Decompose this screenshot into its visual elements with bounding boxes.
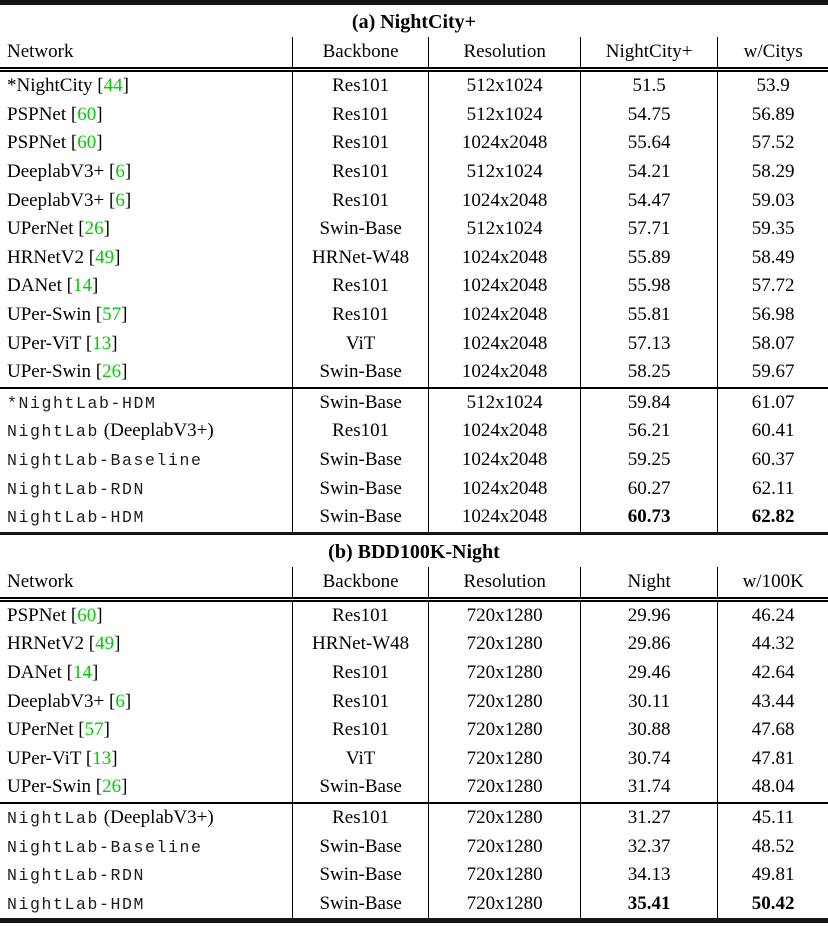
network-name: DeeplabV3+ [ [7, 161, 116, 183]
resolution-cell: 720x1280 [429, 803, 581, 833]
network-cell [0, 889, 292, 918]
score-cell: 51.5 [580, 70, 717, 101]
score-cell: 54.75 [580, 101, 717, 130]
table-a-header-row [0, 37, 828, 70]
citation-bracket: ] [121, 361, 128, 383]
network-cell [0, 744, 292, 773]
score-cell: 57.52 [718, 129, 828, 158]
score-cell: 53.9 [718, 70, 828, 101]
score-cell: 56.98 [718, 301, 828, 330]
citation-link[interactable]: 26 [84, 218, 104, 240]
network-name: PSPNet [ [7, 604, 78, 626]
backbone-cell: ViT [292, 744, 429, 773]
network-name-mono: *NightLab-HDM [7, 393, 157, 413]
score-cell: 62.82 [718, 503, 828, 532]
backbone-cell: Swin-Base [292, 889, 429, 918]
backbone-cell: Swin-Base [292, 773, 429, 803]
column-header-w-citys: w/Citys [718, 37, 828, 70]
score-cell: 44.32 [718, 630, 828, 659]
table-row [0, 599, 828, 630]
citation-bracket: ] [103, 719, 110, 741]
table-row [0, 158, 828, 187]
backbone-cell: Res101 [292, 70, 429, 101]
resolution-cell: 1024x2048 [429, 417, 581, 446]
citation-link[interactable]: 6 [115, 690, 125, 712]
table-a [0, 37, 828, 532]
backbone-cell: Res101 [292, 803, 429, 833]
network-cell [0, 70, 292, 101]
network-cell [0, 687, 292, 716]
citation-bracket: ] [91, 661, 99, 683]
table-b-nightlab-group [0, 803, 828, 918]
resolution-cell: 1024x2048 [429, 358, 581, 388]
network-name-mono: NightLab-RDN [7, 479, 146, 499]
network-name-suffix: (DeeplabV3+) [99, 806, 214, 828]
network-name: PSPNet [ [7, 132, 78, 154]
resolution-cell: 720x1280 [429, 630, 581, 659]
network-name: DeeplabV3+ [ [7, 690, 116, 712]
network-name-mono: NightLab-RDN [7, 866, 146, 886]
network-cell [0, 861, 292, 890]
table-row [0, 358, 828, 388]
network-name: PSPNet [ [7, 103, 78, 125]
resolution-cell: 720x1280 [429, 716, 581, 745]
score-cell: 55.81 [580, 301, 717, 330]
network-name-suffix: (DeeplabV3+) [99, 420, 214, 442]
score-cell: 42.64 [718, 659, 828, 688]
table-a-title: (a) NightCity+ [351, 11, 477, 33]
citation-bracket: ] [96, 103, 103, 125]
score-cell: 58.49 [718, 244, 828, 273]
column-header-resolution: Resolution [429, 567, 581, 600]
score-cell: 48.04 [718, 773, 828, 803]
score-cell: 54.47 [580, 186, 717, 215]
score-cell: 29.46 [580, 659, 717, 688]
column-header-resolution: Resolution [429, 37, 581, 70]
backbone-cell: ViT [292, 329, 429, 358]
backbone-cell: Res101 [292, 186, 429, 215]
resolution-cell: 1024x2048 [429, 474, 581, 503]
score-cell: 59.25 [580, 446, 717, 475]
score-cell: 30.11 [580, 687, 717, 716]
backbone-cell: Res101 [292, 716, 429, 745]
table-row [0, 861, 828, 890]
table-row [0, 744, 828, 773]
score-cell: 59.35 [718, 215, 828, 244]
table-row [0, 417, 828, 446]
score-cell: 57.13 [580, 329, 717, 358]
backbone-cell: HRNet-W48 [292, 244, 429, 273]
resolution-cell: 1024x2048 [429, 446, 581, 475]
backbone-cell: Res101 [292, 272, 429, 301]
column-header-backbone: Backbone [292, 567, 429, 600]
score-cell: 48.52 [718, 832, 828, 861]
citation-link[interactable]: 6 [115, 161, 125, 183]
score-cell: 35.41 [580, 889, 717, 918]
bottom-rule [0, 918, 828, 923]
citation-link[interactable]: 57 [102, 304, 122, 326]
backbone-cell: Swin-Base [292, 861, 429, 890]
score-cell: 59.03 [718, 186, 828, 215]
backbone-cell: Swin-Base [292, 503, 429, 532]
network-name-mono: NightLab-HDM [7, 894, 146, 914]
score-cell: 47.81 [718, 744, 828, 773]
network-cell [0, 129, 292, 158]
citation-bracket: ] [114, 246, 121, 268]
backbone-cell: Swin-Base [292, 215, 429, 244]
citation-bracket: ] [124, 690, 132, 712]
citation-bracket: ] [91, 275, 99, 297]
table-row [0, 215, 828, 244]
citation-link[interactable]: 60 [77, 604, 97, 626]
citation-link[interactable]: 13 [92, 747, 112, 769]
resolution-cell: 720x1280 [429, 861, 581, 890]
resolution-cell: 720x1280 [429, 687, 581, 716]
backbone-cell: Res101 [292, 687, 429, 716]
network-cell [0, 659, 292, 688]
table-row [0, 630, 828, 659]
score-cell: 30.88 [580, 716, 717, 745]
column-header-network: Network [0, 37, 292, 70]
score-cell: 59.84 [580, 388, 717, 418]
column-header-backbone: Backbone [292, 37, 429, 70]
score-cell: 31.74 [580, 773, 717, 803]
citation-bracket: ] [96, 604, 103, 626]
table-row [0, 773, 828, 803]
table-b-baselines-group [0, 599, 828, 803]
network-cell [0, 329, 292, 358]
citation-link[interactable]: 57 [84, 719, 104, 741]
citation-link[interactable]: 14 [72, 661, 92, 683]
network-cell [0, 215, 292, 244]
resolution-cell: 1024x2048 [429, 301, 581, 330]
score-cell: 46.24 [718, 599, 828, 630]
score-cell: 29.96 [580, 599, 717, 630]
score-cell: 59.67 [718, 358, 828, 388]
table-row [0, 101, 828, 130]
citation-link[interactable]: 26 [102, 776, 122, 798]
resolution-cell: 1024x2048 [429, 244, 581, 273]
resolution-cell: 720x1280 [429, 744, 581, 773]
table-b-section [0, 535, 828, 919]
resolution-cell: 1024x2048 [429, 272, 581, 301]
backbone-cell: Res101 [292, 301, 429, 330]
network-name: DANet [ [7, 275, 73, 297]
backbone-cell: Swin-Base [292, 446, 429, 475]
network-name: UPer-ViT [ [7, 747, 93, 769]
network-cell [0, 301, 292, 330]
citation-bracket: ] [96, 132, 103, 154]
table-row [0, 301, 828, 330]
backbone-cell: Res101 [292, 417, 429, 446]
network-cell [0, 186, 292, 215]
citation-bracket: ] [124, 161, 132, 183]
backbone-cell: Res101 [292, 129, 429, 158]
score-cell: 56.89 [718, 101, 828, 130]
resolution-cell: 512x1024 [429, 388, 581, 418]
table-row [0, 832, 828, 861]
column-header-nightcity-: NightCity+ [580, 37, 717, 70]
network-name: HRNetV2 [ [7, 633, 96, 655]
network-cell [0, 630, 292, 659]
resolution-cell: 720x1280 [429, 889, 581, 918]
score-cell: 58.25 [580, 358, 717, 388]
network-name-mono: NightLab-Baseline [7, 837, 203, 857]
citation-link[interactable]: 14 [72, 275, 92, 297]
table-a-section [0, 5, 828, 532]
citation-bracket: ] [111, 332, 118, 354]
table-b [0, 567, 828, 919]
table-a-nightlab-group [0, 388, 828, 532]
network-name: UPer-Swin [ [7, 776, 103, 798]
table-row [0, 186, 828, 215]
network-cell [0, 599, 292, 630]
table-b-header-row [0, 567, 828, 600]
network-cell [0, 358, 292, 388]
score-cell: 60.73 [580, 503, 717, 532]
backbone-cell: Swin-Base [292, 388, 429, 418]
score-cell: 50.42 [718, 889, 828, 918]
network-name-mono: NightLab-Baseline [7, 451, 203, 471]
backbone-cell: Res101 [292, 101, 429, 130]
score-cell: 47.68 [718, 716, 828, 745]
score-cell: 57.72 [718, 272, 828, 301]
table-row [0, 889, 828, 918]
score-cell: 55.98 [580, 272, 717, 301]
network-name: DANet [ [7, 661, 73, 683]
network-cell [0, 716, 292, 745]
score-cell: 32.37 [580, 832, 717, 861]
table-row [0, 329, 828, 358]
network-cell [0, 158, 292, 187]
table-row [0, 388, 828, 418]
table-b-title: (b) BDD100K-Night [328, 540, 500, 563]
network-name: *NightCity [ [7, 75, 104, 97]
table-row [0, 716, 828, 745]
network-name: UPerNet [ [7, 719, 85, 741]
score-cell: 60.41 [718, 417, 828, 446]
column-header-network: Network [0, 567, 292, 600]
backbone-cell: HRNet-W48 [292, 630, 429, 659]
citation-bracket: ] [124, 189, 132, 211]
resolution-cell: 720x1280 [429, 659, 581, 688]
citation-link[interactable]: 49 [95, 246, 115, 268]
network-name: HRNetV2 [ [7, 246, 96, 268]
citation-bracket: ] [121, 776, 128, 798]
score-cell: 54.21 [580, 158, 717, 187]
score-cell: 57.71 [580, 215, 717, 244]
resolution-cell: 512x1024 [429, 215, 581, 244]
score-cell: 62.11 [718, 474, 828, 503]
resolution-cell: 720x1280 [429, 599, 581, 630]
score-cell: 34.13 [580, 861, 717, 890]
score-cell: 31.27 [580, 803, 717, 833]
network-cell [0, 803, 292, 833]
network-name-mono: NightLab-HDM [7, 508, 146, 528]
network-name: UPerNet [ [7, 218, 85, 240]
network-cell [0, 832, 292, 861]
score-cell: 43.44 [718, 687, 828, 716]
citation-bracket: ] [122, 75, 129, 97]
network-name: UPer-Swin [ [7, 304, 103, 326]
table-row [0, 503, 828, 532]
citation-bracket: ] [121, 304, 128, 326]
backbone-cell: Swin-Base [292, 358, 429, 388]
network-cell [0, 773, 292, 803]
score-cell: 61.07 [718, 388, 828, 418]
citation-link[interactable]: 6 [115, 189, 125, 211]
citation-link[interactable]: 13 [92, 332, 112, 354]
backbone-cell: Swin-Base [292, 474, 429, 503]
citation-link[interactable]: 60 [77, 132, 97, 154]
score-cell: 49.81 [718, 861, 828, 890]
citation-link[interactable]: 49 [95, 633, 115, 655]
network-name-mono: NightLab [7, 808, 100, 828]
network-cell [0, 388, 292, 418]
resolution-cell: 720x1280 [429, 832, 581, 861]
score-cell: 58.29 [718, 158, 828, 187]
resolution-cell: 1024x2048 [429, 329, 581, 358]
network-cell [0, 446, 292, 475]
network-cell [0, 417, 292, 446]
backbone-cell: Res101 [292, 599, 429, 630]
table-row [0, 474, 828, 503]
score-cell: 30.74 [580, 744, 717, 773]
resolution-cell: 512x1024 [429, 101, 581, 130]
citation-link[interactable]: 60 [77, 103, 97, 125]
table-row [0, 687, 828, 716]
score-cell: 60.27 [580, 474, 717, 503]
network-name-mono: NightLab [7, 422, 100, 442]
network-cell [0, 272, 292, 301]
network-cell [0, 474, 292, 503]
table-row [0, 244, 828, 273]
table-row [0, 659, 828, 688]
score-cell: 29.86 [580, 630, 717, 659]
column-header-night: Night [580, 567, 717, 600]
table-a-baselines-group [0, 70, 828, 388]
table-row [0, 272, 828, 301]
citation-bracket: ] [114, 633, 121, 655]
score-cell: 58.07 [718, 329, 828, 358]
network-name: UPer-Swin [ [7, 361, 103, 383]
score-cell: 55.64 [580, 129, 717, 158]
table-row [0, 446, 828, 475]
resolution-cell: 512x1024 [429, 158, 581, 187]
table-row [0, 70, 828, 101]
backbone-cell: Res101 [292, 158, 429, 187]
citation-link[interactable]: 26 [102, 361, 122, 383]
citation-bracket: ] [111, 747, 118, 769]
citation-bracket: ] [103, 218, 110, 240]
column-header-w-100k: w/100K [718, 567, 828, 600]
table-row [0, 129, 828, 158]
score-cell: 55.89 [580, 244, 717, 273]
network-cell [0, 101, 292, 130]
resolution-cell: 1024x2048 [429, 186, 581, 215]
network-name: DeeplabV3+ [ [7, 189, 116, 211]
table-row [0, 803, 828, 833]
citation-link[interactable]: 44 [103, 75, 123, 97]
resolution-cell: 1024x2048 [429, 129, 581, 158]
network-cell [0, 503, 292, 532]
network-cell [0, 244, 292, 273]
score-cell: 56.21 [580, 417, 717, 446]
score-cell: 60.37 [718, 446, 828, 475]
network-name: UPer-ViT [ [7, 332, 93, 354]
resolution-cell: 512x1024 [429, 70, 581, 101]
resolution-cell: 1024x2048 [429, 503, 581, 532]
backbone-cell: Swin-Base [292, 832, 429, 861]
resolution-cell: 720x1280 [429, 773, 581, 803]
backbone-cell: Res101 [292, 659, 429, 688]
score-cell: 45.11 [718, 803, 828, 833]
